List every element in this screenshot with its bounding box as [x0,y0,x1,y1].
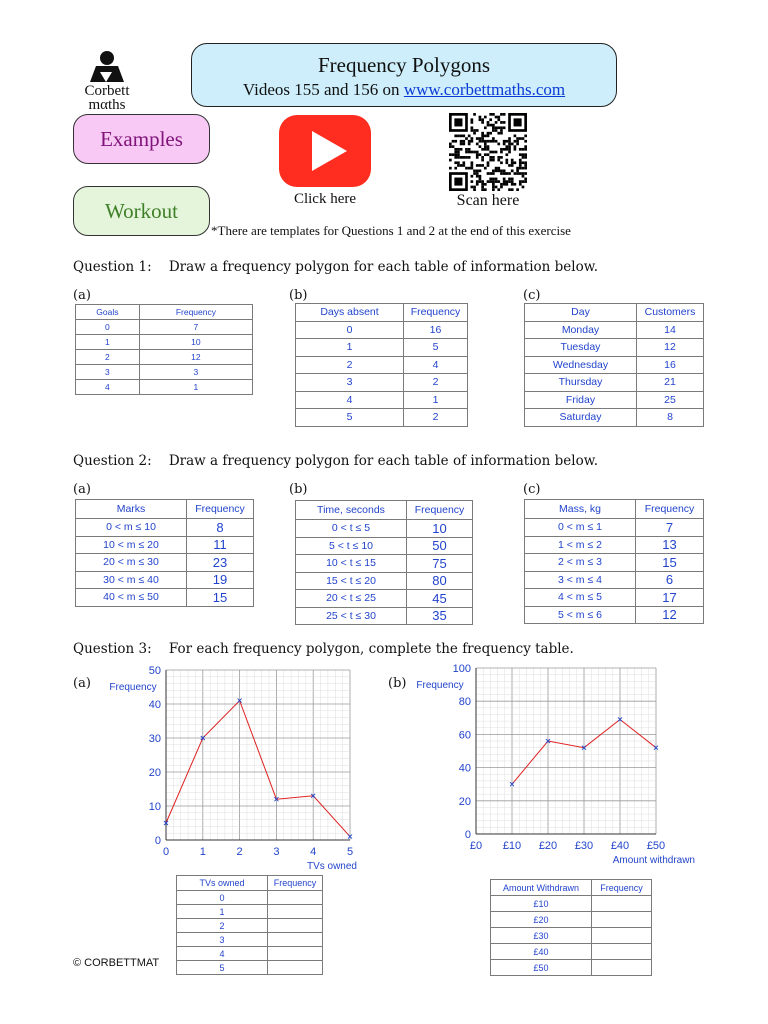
table-cell-value [268,905,323,919]
table-cell-value: 4 [404,356,468,374]
table-header: Marks [76,500,187,519]
x-tick-label: £40 [610,840,630,852]
x-tick-label: £30 [574,840,594,852]
table-header: Frequency [404,304,468,322]
frequency-polygon-chart-b [412,660,712,870]
table-row [76,536,254,554]
table-cell-label: Thursday [525,374,637,392]
table-cell-label: 1 [296,339,404,357]
table-cell-value: 8 [187,519,254,537]
question-1 [73,259,598,275]
table-row [296,555,473,573]
table-cell-label: £30 [491,928,592,944]
q2a-label: (a) [73,482,91,497]
x-tick-label: £10 [502,840,522,852]
x-tick-label: 0 [162,846,170,858]
table-cell-label: 3 [296,374,404,392]
table-row [491,944,652,960]
table-header: Mass, kg [525,500,636,519]
logo-text-line1: Corbett [84,83,130,99]
table-cell-value: 25 [637,391,704,409]
table-cell-label: 1 < m ≤ 2 [525,536,636,554]
table-cell-label: 10 < m ≤ 20 [76,536,187,554]
question-2-label: Question 2: [73,453,152,469]
table-row [525,339,704,357]
click-here-label: Click here [293,191,357,207]
examples-button[interactable]: Examples [73,114,210,164]
frequency-polygon-chart-a [100,660,375,878]
x-tick-label: 2 [236,846,243,858]
table-row [525,589,704,607]
q2c-label: (c) [523,482,541,497]
table-cell-value: 17 [636,589,704,607]
table-cell-label: 3 [177,933,268,947]
table-cell-value: 10 [139,335,252,350]
table-cell-value: 11 [187,536,254,554]
table-row [177,891,323,905]
table-cell-value: 75 [407,555,473,573]
question-2 [73,453,598,469]
table-cell-value [592,896,652,912]
table-row [525,606,704,624]
table-cell-label: Monday [525,321,637,339]
table-row [296,409,468,427]
table-cell-label: 4 [296,391,404,409]
question-3 [73,641,574,657]
question-2-text: Draw a frequency polygon for each table of information below. [168,453,598,469]
table-row [296,537,473,555]
table-cell-value: 10 [407,520,473,538]
table-row [525,356,704,374]
table-row [525,536,704,554]
y-tick-label: 60 [458,729,471,742]
table-row [296,321,468,339]
table-row [76,519,254,537]
table-cell-label: 5 < m ≤ 6 [525,606,636,624]
table-cell-label: 2 < m ≤ 3 [525,554,636,572]
table-header: Customers [637,304,704,322]
table-header: Time, seconds [296,501,407,520]
table-row [525,554,704,572]
y-axis-label: Frequency [109,682,157,693]
table-cell-label: 40 < m ≤ 50 [76,589,187,607]
y-tick-label: 80 [458,696,471,709]
table-cell-label: Tuesday [525,339,637,357]
table-cell-label: 4 [76,380,140,395]
table-cell-label: £10 [491,896,592,912]
q2b-table [295,500,473,625]
qr-code[interactable] [449,113,527,191]
table-cell-label: 1 [177,905,268,919]
table-cell-label: 0 < t ≤ 5 [296,520,407,538]
scan-here-label: Scan here [456,192,520,209]
table-cell-label: 4 < m ≤ 5 [525,589,636,607]
table-cell-value: 80 [407,572,473,590]
y-tick-label: 0 [154,835,161,847]
table-header: Day [525,304,637,322]
qr-code-icon [449,113,527,191]
table-cell-label: £20 [491,912,592,928]
table-cell-value: 19 [187,571,254,589]
table-row [296,391,468,409]
question-1-label: Question 1: [73,259,152,275]
table-row [491,912,652,928]
table-row [177,961,323,975]
table-cell-label: Saturday [525,409,637,427]
table-cell-value: 35 [407,607,473,625]
table-row [296,572,473,590]
table-cell-label: 3 < m ≤ 4 [525,571,636,589]
table-row [296,590,473,608]
y-axis-label: Frequency [416,680,464,691]
table-row [177,933,323,947]
table-cell-label: 3 [76,365,140,380]
table-cell-value: 16 [404,321,468,339]
table-cell-label: 30 < m ≤ 40 [76,571,187,589]
table-row [177,905,323,919]
table-row [525,409,704,427]
table-header: Days absent [296,304,404,322]
q1a-table [75,304,253,395]
y-tick-label: 20 [148,767,161,779]
table-cell-value: 1 [404,391,468,409]
table-row [76,335,253,350]
q1b-table [295,303,468,427]
x-axis-label: Amount withdrawn [612,855,695,866]
q2b-label: (b) [289,482,308,497]
website-link[interactable]: www.corbettmaths.com [403,80,566,99]
table-row [76,380,253,395]
table-cell-label: 2 [296,356,404,374]
table-row [296,520,473,538]
q1a-label: (a) [73,288,91,303]
q2a-table [75,499,254,607]
table-cell-label: 0 < m ≤ 10 [76,519,187,537]
table-row [525,374,704,392]
table-cell-value: 23 [187,554,254,572]
table-row [76,571,254,589]
table-cell-value [592,960,652,976]
y-tick-label: 30 [148,733,161,745]
table-row [296,607,473,625]
table-cell-value: 6 [636,571,704,589]
table-cell-value: 3 [139,365,252,380]
table-cell-value: 12 [637,339,704,357]
y-tick-label: 40 [148,699,161,711]
table-cell-label: £40 [491,944,592,960]
table-cell-label: 0 [296,321,404,339]
table-cell-value: 13 [636,536,704,554]
table-header: Frequency [139,305,252,320]
table-row [525,321,704,339]
title-box [191,43,617,107]
table-cell-value: 2 [404,374,468,392]
table-cell-label: Wednesday [525,356,637,374]
question-3-label: Question 3: [73,641,152,657]
table-row [525,519,704,537]
table-header: TVs owned [177,876,268,891]
table-cell-label: £50 [491,960,592,976]
y-tick-label: 100 [452,663,471,675]
table-cell-value [268,961,323,975]
table-cell-value [592,912,652,928]
table-row [76,365,253,380]
q3b-table [490,879,652,976]
table-cell-value: 21 [637,374,704,392]
table-cell-label: 0 [177,891,268,905]
table-header: Frequency [636,500,704,519]
table-row [296,356,468,374]
table-row [296,374,468,392]
x-tick-label: 5 [346,846,354,858]
table-cell-value: 2 [404,409,468,427]
x-tick-label: 3 [273,846,280,858]
table-cell-value: 45 [407,590,473,608]
table-row [76,320,253,335]
table-row [525,571,704,589]
table-header: Frequency [268,876,323,891]
q3a-table [176,875,323,975]
table-row [76,554,254,572]
table-cell-value [268,933,323,947]
table-row [177,947,323,961]
table-row [296,339,468,357]
table-cell-label: 5 < t ≤ 10 [296,537,407,555]
table-cell-label: Friday [525,391,637,409]
logo-text-line2: mαths [88,97,126,113]
table-cell-value [268,947,323,961]
table-header: Frequency [407,501,473,520]
table-cell-label: 1 [76,335,140,350]
table-cell-label: 5 [296,409,404,427]
x-axis-label: TVs owned [306,861,357,872]
table-cell-value [592,944,652,960]
x-tick-label: 1 [199,846,206,858]
table-cell-value: 1 [139,380,252,395]
question-3-text: For each frequency polygon, complete the frequency table. [168,641,574,657]
table-cell-label: 2 [177,919,268,933]
template-note: *There are templates for Questions 1 and 2 at the end of this exercise [211,223,571,238]
logo-icon [72,42,142,86]
video-play-button[interactable] [279,115,371,187]
table-row [525,391,704,409]
q3a-label: (a) [73,676,91,691]
y-tick-label: 20 [458,795,471,808]
table-row [491,960,652,976]
page-subtitle [192,80,616,100]
table-cell-label: 10 < t ≤ 15 [296,555,407,573]
q1c-label: (c) [523,288,541,303]
question-1-text: Draw a frequency polygon for each table of information below. [168,259,598,275]
table-cell-value: 16 [637,356,704,374]
table-cell-label: 0 [76,320,140,335]
table-header: Frequency [187,500,254,519]
x-tick-label: £50 [646,840,666,852]
table-cell-value [592,928,652,944]
table-row [177,919,323,933]
y-tick-label: 50 [148,665,161,677]
table-header: Frequency [592,880,652,896]
x-tick-label: 4 [310,846,317,858]
workout-button[interactable]: Workout [73,186,210,236]
x-tick-label: £20 [538,840,558,852]
table-cell-label: 20 < m ≤ 30 [76,554,187,572]
y-tick-label: 40 [458,762,471,775]
table-cell-value: 12 [636,606,704,624]
subtitle-prefix: Videos 155 and 156 on [242,80,404,99]
q2c-table [524,499,704,624]
table-cell-value: 14 [637,321,704,339]
table-cell-label: 20 < t ≤ 25 [296,590,407,608]
y-tick-label: 0 [464,829,471,841]
q1b-label: (b) [289,288,308,303]
table-cell-label: 0 < m ≤ 1 [525,519,636,537]
table-cell-value: 7 [139,320,252,335]
table-cell-value [268,891,323,905]
table-cell-value: 15 [187,589,254,607]
table-cell-value: 7 [636,519,704,537]
table-cell-label: 25 < t ≤ 30 [296,607,407,625]
q3b-label: (b) [388,676,407,691]
series-line [166,701,350,837]
table-header: Amount Withdrawn [491,880,592,896]
table-header: Goals [76,305,140,320]
table-cell-value: 50 [407,537,473,555]
table-cell-label: 2 [76,350,140,365]
table-cell-value: 15 [636,554,704,572]
table-cell-label: 4 [177,947,268,961]
table-row [491,896,652,912]
table-row [76,589,254,607]
play-icon [279,115,371,187]
table-cell-value: 12 [139,350,252,365]
corbettmaths-logo [72,42,142,114]
table-cell-value: 5 [404,339,468,357]
table-cell-value: 8 [637,409,704,427]
q1c-table [524,303,704,427]
y-tick-label: 10 [148,801,161,813]
table-cell-label: 15 < t ≤ 20 [296,572,407,590]
page-title: Frequency Polygons [317,53,491,77]
copyright-text: © CORBETTMAT [73,957,160,969]
table-cell-label: 5 [177,961,268,975]
table-row [491,928,652,944]
x-tick-label: £0 [469,840,483,852]
table-row [76,350,253,365]
table-cell-value [268,919,323,933]
